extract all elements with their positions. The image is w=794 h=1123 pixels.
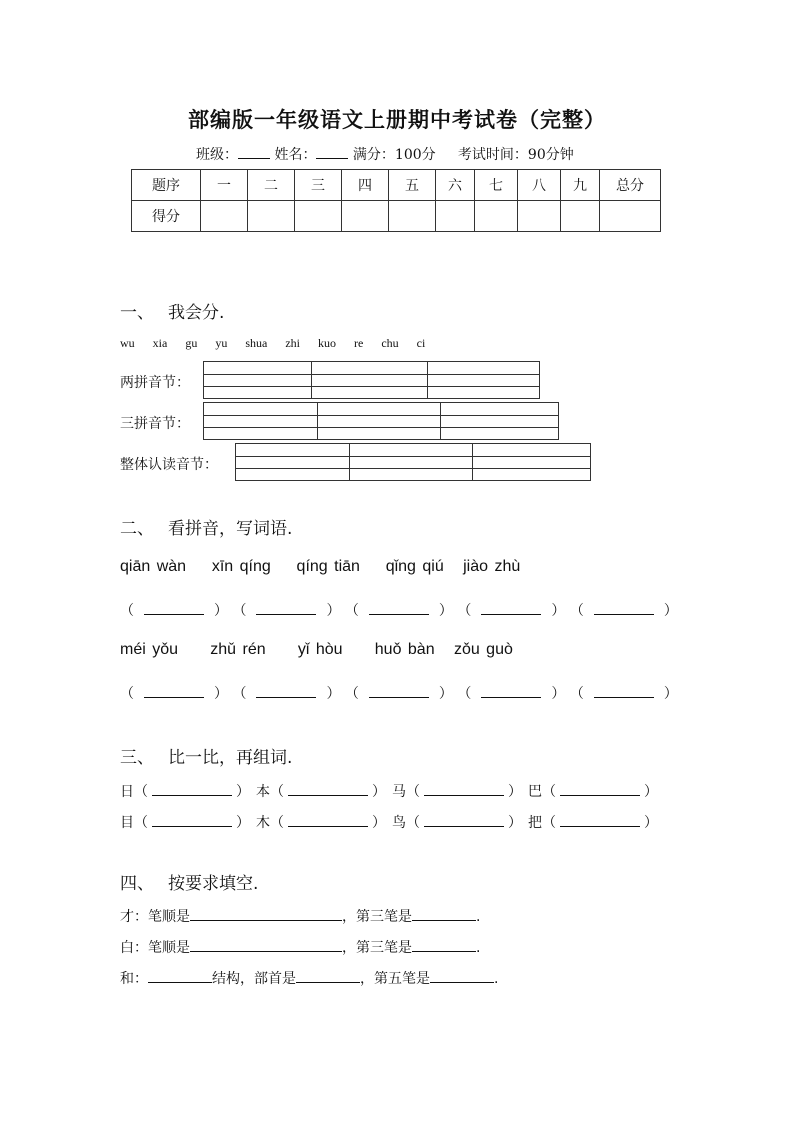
bracket: （ xyxy=(232,603,247,619)
word-blank[interactable] xyxy=(424,782,504,796)
character: 巴 xyxy=(528,784,542,800)
section-4-heading xyxy=(120,869,258,894)
bracket: （ xyxy=(120,686,134,702)
prompt-text: 结构，部首是 xyxy=(212,971,296,987)
answer-blank[interactable] xyxy=(256,684,316,698)
section-title: 我会分. xyxy=(168,303,225,323)
word-blank[interactable] xyxy=(152,813,232,827)
answer-row-2 xyxy=(120,683,678,703)
bracket: ） xyxy=(326,603,341,619)
bracket: ） xyxy=(663,603,678,619)
grid-cell[interactable] xyxy=(312,362,428,398)
two-syllable-grid[interactable] xyxy=(203,361,540,399)
section-number: 二、 xyxy=(120,519,154,539)
section-2-heading xyxy=(120,514,292,539)
section-number: 四、 xyxy=(120,874,154,894)
syllable: chu xyxy=(381,336,399,350)
answer-blank[interactable] xyxy=(594,601,654,615)
whole-syllable-grid[interactable] xyxy=(235,443,591,481)
syllable: wu xyxy=(120,336,135,350)
fifth-stroke-blank[interactable] xyxy=(430,969,494,983)
compare-row-1: 日（ ） 本（ ） 马（ ） 巴（ ） xyxy=(120,784,658,800)
character: 木 xyxy=(256,815,270,831)
header-cell: 二 xyxy=(248,170,295,201)
character: 把 xyxy=(528,815,542,831)
bracket: （ xyxy=(457,686,472,702)
grid-cell[interactable] xyxy=(204,403,318,439)
score-table-row xyxy=(132,201,661,232)
prompt-text: . xyxy=(494,971,499,987)
grid-cell[interactable] xyxy=(318,403,441,439)
bracket: ） xyxy=(551,686,566,702)
name-blank[interactable] xyxy=(316,144,348,159)
stroke-order-blank[interactable] xyxy=(190,907,342,921)
score-cell[interactable] xyxy=(248,201,295,232)
section-number: 三、 xyxy=(120,748,154,768)
prompt-text: 和： xyxy=(120,971,148,987)
bracket: （ xyxy=(569,686,584,702)
name-label: 姓名： xyxy=(274,147,317,163)
three-syllable-grid[interactable] xyxy=(203,402,559,440)
header-cell: 一 xyxy=(201,170,248,201)
score-table-header xyxy=(132,170,661,201)
grid-cell[interactable] xyxy=(428,362,539,398)
answer-blank[interactable] xyxy=(481,601,541,615)
syllable: gu xyxy=(185,336,198,350)
section-title: 比一比，再组词. xyxy=(168,748,293,768)
grid-cell[interactable] xyxy=(204,362,312,398)
prompt-text: . xyxy=(476,940,481,956)
grid-cell[interactable] xyxy=(441,403,558,439)
score-cell[interactable] xyxy=(342,201,389,232)
score-cell[interactable] xyxy=(600,201,661,232)
score-cell[interactable] xyxy=(201,201,248,232)
character: 本 xyxy=(256,784,270,800)
third-stroke-blank[interactable] xyxy=(412,938,476,952)
section-number: 一、 xyxy=(120,303,154,323)
word-blank[interactable] xyxy=(288,782,368,796)
grid-cell[interactable] xyxy=(236,444,350,480)
prompt-text: ，第五笔是 xyxy=(360,971,430,987)
fill-line-2 xyxy=(120,937,480,957)
score-cell[interactable] xyxy=(436,201,475,232)
score-cell[interactable] xyxy=(389,201,436,232)
answer-blank[interactable] xyxy=(144,601,204,615)
score-cell[interactable] xyxy=(475,201,518,232)
syllable: re xyxy=(354,336,364,350)
structure-blank[interactable] xyxy=(148,969,212,983)
header-cell: 九 xyxy=(561,170,600,201)
bracket: （ xyxy=(120,603,134,619)
header-cell: 七 xyxy=(475,170,518,201)
score-cell[interactable] xyxy=(295,201,342,232)
character: 日 xyxy=(120,784,134,800)
bracket: ） xyxy=(326,686,341,702)
prompt-text: ，第三笔是 xyxy=(342,909,412,925)
compare-row-2: 目（ ） 木（ ） 鸟（ ） 把（ ） xyxy=(120,815,658,831)
character: 马 xyxy=(392,784,406,800)
pinyin-row-1: qiān wàn xīn qíng qíng tiān qǐng qiú jiào zhù xyxy=(120,558,521,575)
bracket: ） xyxy=(551,603,566,619)
score-table xyxy=(131,169,661,232)
prompt-text: 才：笔顺是 xyxy=(120,909,190,925)
three-syllable-label: 三拼音节： xyxy=(120,416,190,432)
bracket: （ xyxy=(344,686,359,702)
character: 目 xyxy=(120,815,134,831)
score-cell[interactable] xyxy=(561,201,600,232)
prompt-text: ，第三笔是 xyxy=(342,940,412,956)
radical-blank[interactable] xyxy=(296,969,360,983)
row-label: 得分 xyxy=(132,201,201,232)
syllable: xia xyxy=(152,336,168,350)
word-blank[interactable] xyxy=(288,813,368,827)
header-cell: 三 xyxy=(295,170,342,201)
answer-blank[interactable] xyxy=(369,601,429,615)
class-label: 班级： xyxy=(196,147,238,163)
word-blank[interactable] xyxy=(152,782,232,796)
header-cell: 六 xyxy=(436,170,475,201)
stroke-order-blank[interactable] xyxy=(190,938,342,952)
bracket: ） xyxy=(663,686,678,702)
whole-syllable-label: 整体认读音节： xyxy=(120,457,218,473)
exam-info xyxy=(196,144,574,164)
answer-blank[interactable] xyxy=(369,684,429,698)
answer-blank[interactable] xyxy=(594,684,654,698)
answer-blank[interactable] xyxy=(256,601,316,615)
bracket: ） xyxy=(214,686,228,702)
full-score: 满分：100分 xyxy=(352,147,436,163)
prompt-text: . xyxy=(476,909,481,925)
bracket: ） xyxy=(214,603,228,619)
grid-cell[interactable] xyxy=(350,444,473,480)
character: 鸟 xyxy=(392,815,406,831)
pinyin-row-2: méi yǒu zhǔ rén yǐ hòu huǒ bàn zǒu guò xyxy=(120,641,513,658)
third-stroke-blank[interactable] xyxy=(412,907,476,921)
header-cell: 五 xyxy=(389,170,436,201)
score-cell[interactable] xyxy=(518,201,561,232)
bracket: ） xyxy=(438,686,453,702)
bracket: ） xyxy=(438,603,453,619)
prompt-text: 白：笔顺是 xyxy=(120,940,190,956)
two-syllable-label: 两拼音节： xyxy=(120,375,190,391)
class-blank[interactable] xyxy=(238,144,270,159)
syllable-list xyxy=(120,336,425,351)
word-blank[interactable] xyxy=(560,782,640,796)
bracket: （ xyxy=(232,686,247,702)
word-blank[interactable] xyxy=(424,813,504,827)
exam-time: 考试时间：90分钟 xyxy=(457,147,574,163)
header-cell: 总分 xyxy=(600,170,661,201)
bracket: （ xyxy=(344,603,359,619)
fill-line-1 xyxy=(120,906,480,926)
header-cell: 四 xyxy=(342,170,389,201)
section-title: 按要求填空. xyxy=(168,874,259,894)
grid-cell[interactable] xyxy=(473,444,590,480)
section-1-heading xyxy=(120,298,224,323)
word-blank[interactable] xyxy=(560,813,640,827)
syllable: zhi xyxy=(285,336,301,350)
answer-blank[interactable] xyxy=(144,684,204,698)
syllable: yu xyxy=(215,336,228,350)
syllable: shua xyxy=(245,336,268,350)
header-cell: 八 xyxy=(518,170,561,201)
page-title: 部编版一年级语文上册期中考试卷（完整） xyxy=(188,107,606,132)
bracket: （ xyxy=(569,603,584,619)
section-3-heading xyxy=(120,743,292,768)
section-title: 看拼音，写词语. xyxy=(168,519,293,539)
syllable: ci xyxy=(416,336,426,350)
bracket: （ xyxy=(457,603,472,619)
syllable: kuo xyxy=(318,336,337,350)
answer-row-1 xyxy=(120,600,678,620)
header-cell: 题序 xyxy=(132,170,201,201)
answer-blank[interactable] xyxy=(481,684,541,698)
fill-line-3 xyxy=(120,968,498,988)
